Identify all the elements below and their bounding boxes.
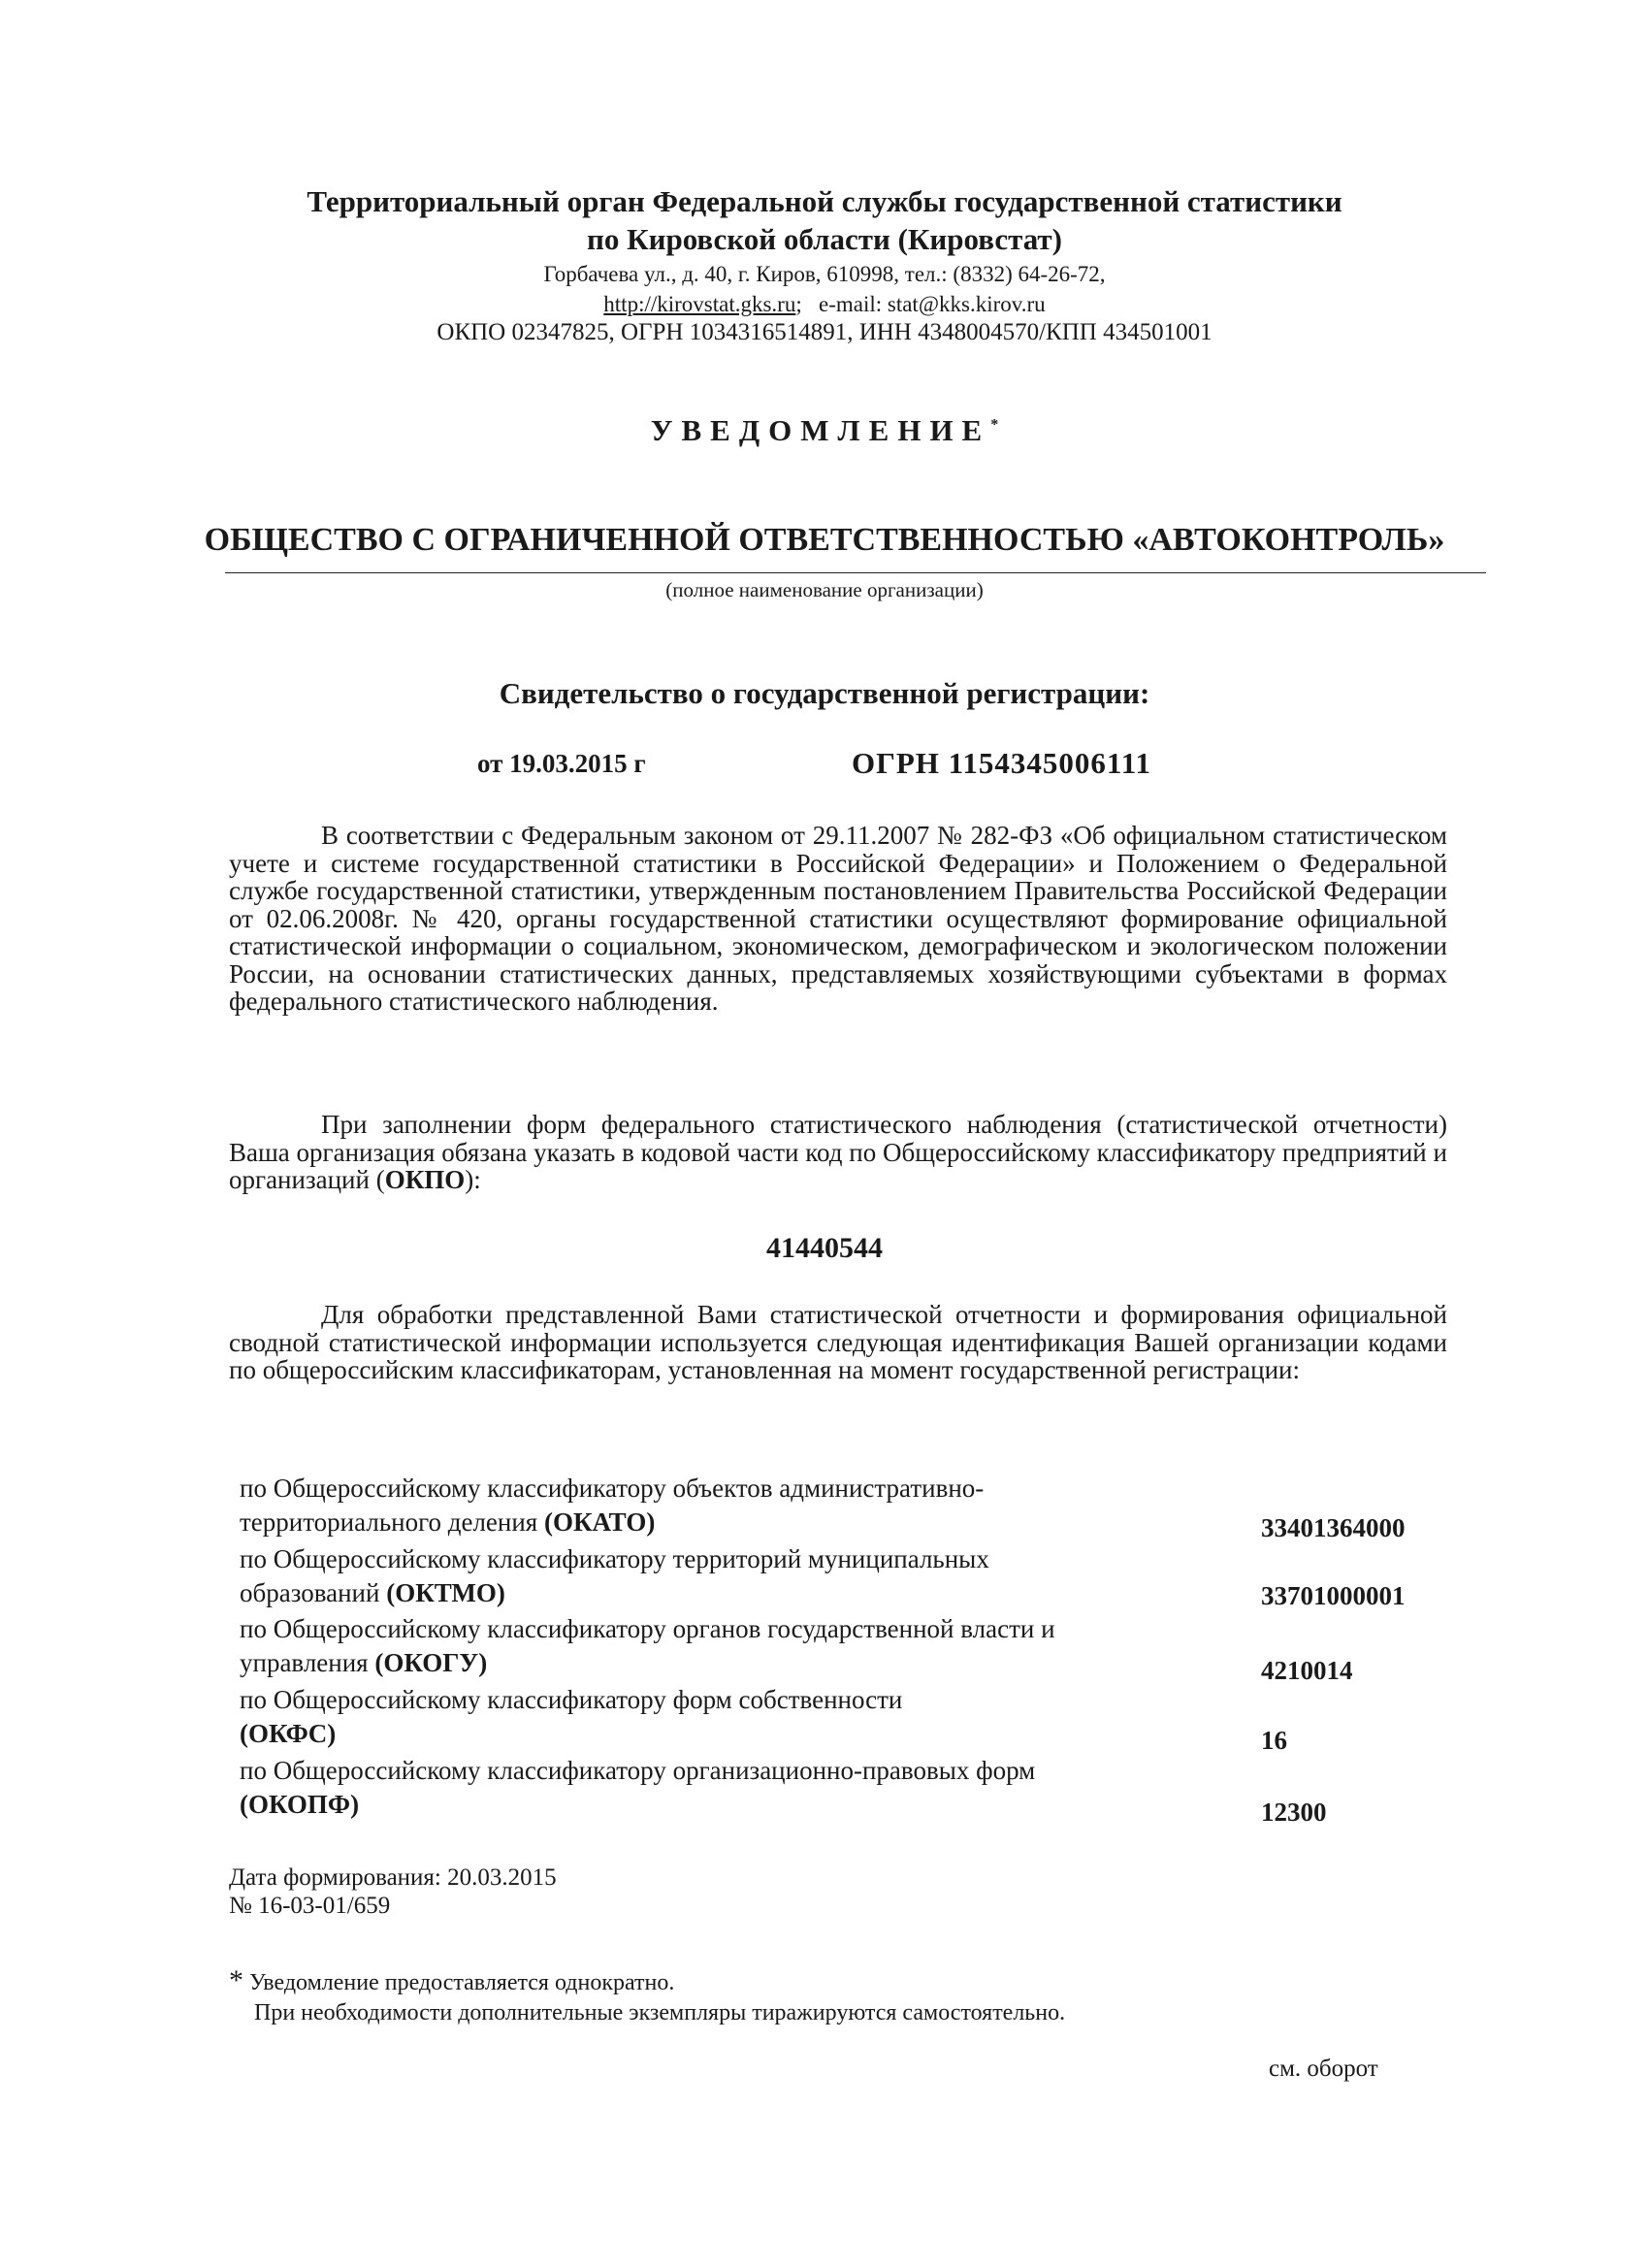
certificate-heading: Свидетельство о государственной регистрации: [499,676,1150,710]
certificate-ogrn: ОГРН 1154345006111 [852,746,1152,780]
certificate-date: от 19.03.2015 г [477,749,646,778]
issuer-org-line2: по Кировской области (Кировстат) [587,222,1062,256]
organization-caption: (полное наименование организации) [665,578,984,601]
paragraph-okpo [229,1111,1447,1194]
issuer-address: Горбачева ул., д. 40, г. Киров, 610998, тел.: (8332) 64-26-72, [543,262,1106,286]
classifier-okato-code: 33401364000 [1261,1513,1406,1542]
classifier-okfs-label [240,1683,1016,1751]
classifier-okfs-code: 16 [1261,1726,1287,1755]
footnote-line2: При необходимости дополнительные экземпляры тиражируются самостоятельно. [254,2000,1066,2025]
document-number: № 16-03-01/659 [229,1893,391,1919]
classifier-oktmo-code: 33701000001 [1261,1581,1406,1610]
footnote [229,1965,1065,2028]
title-footnote-mark: * [990,416,999,434]
footnote-line1: * Уведомление предоставляется однократно. [229,1964,675,1996]
classifier-line1: по Общероссийскому классификатору форм собственности [240,1685,903,1714]
formation-info [229,1863,557,1920]
issuer-org-line1: Территориальный орган Федеральной службы государственной статистики [307,184,1342,218]
footnote-star: * [229,1964,243,1996]
document-title-text: УВЕДОМЛЕНИЕ [650,413,991,447]
issuer-email: e-mail: stat@kks.kirov.ru [819,292,1046,316]
classifier-line1: по Общероссийскому классификатору территорий муниципальных [240,1544,989,1573]
okpo-abbr: ОКПО [384,1165,466,1194]
website-link[interactable]: http://kirovstat.gks.ru [603,292,796,316]
classifier-okogu-code: 4210014 [1261,1656,1353,1685]
separator: ; [795,292,819,316]
classifier-okato-label [240,1472,1224,1539]
classifier-abbr: (ОКАТО) [543,1507,656,1537]
classifier-abbr: (ОКФС) [240,1719,337,1748]
organization-underline [225,572,1486,573]
document-title [0,413,1649,448]
paragraph-identification: Для обработки представленной Вами статистической отчетности и формирования официальной сводной статистической информации используется следующая идентификация Вашей организации кодами по общероссийским классификаторам, установленная на момент государственной регистрации: [229,1300,1447,1384]
classifier-line2 [240,1788,1224,1822]
date-formed: Дата формирования: 20.03.2015 [229,1864,557,1891]
issuer-codes: ОКПО 02347825, ОГРН 1034316514891, ИНН 4348004570/КПП 434501001 [436,319,1212,345]
classifier-line2: территориального деления (ОКАТО) [240,1507,656,1537]
classifier-okopf-label [240,1754,1224,1822]
classifier-line1: по Общероссийскому классификатору объектов административно- [240,1474,985,1503]
classifier-line2: управления (ОКОГУ) [240,1648,488,1677]
classifier-abbr: (ОКОПФ) [240,1790,360,1819]
classifier-abbr: (ОКОГУ) [374,1648,488,1677]
paragraph-okpo-end: ): [465,1165,481,1194]
classifier-line1: по Общероссийскому классификатору органов государственной власти и [240,1614,1055,1643]
see-reverse: см. оборот [1269,2056,1378,2082]
issuer-contacts [0,292,1649,317]
classifier-line2 [240,1717,1016,1751]
organization-name: ОБЩЕСТВО С ОГРАНИЧЕННОЙ ОТВЕТСТВЕННОСТЬЮ «АВТОКОНТРОЛЬ» [204,522,1445,558]
classifier-line1: по Общероссийскому классификатору организационно-правовых форм [240,1756,1036,1785]
classifier-okopf-code: 12300 [1261,1798,1327,1827]
okpo-code: 41440544 [766,1232,883,1264]
classifier-oktmo-label [240,1542,1224,1610]
classifier-okogu-label [240,1612,1224,1680]
paragraph-okpo-text: При заполнении форм федерального статистического наблюдения (статистической отчетности) Ваша организация обязана указать в кодовой части код по Общероссийскому классификатору предприятий и организаций ( [229,1110,1447,1194]
paragraph-law: В соответствии с Федеральным законом от 29.11.2007 № 282-ФЗ «Об официальном статистическом учете и системе государственной статистики в Российской Федерации» и Положением о Федеральной службе государственной статистики, утвержденным постановлением Правительства Российской Федерации от 02.06.2008г. № 420, органы государственной статистики осуществляют формирование официальной статистической информации о социальном, экономическом, демографическом и экологическом положении России, на основании статистических данных, представляемых хозяйствующими субъектами в формах федерального статистического наблюдения. [229,821,1447,1016]
classifier-abbr: (ОКТМО) [386,1578,505,1607]
classifier-line2: образований (ОКТМО) [240,1578,505,1607]
